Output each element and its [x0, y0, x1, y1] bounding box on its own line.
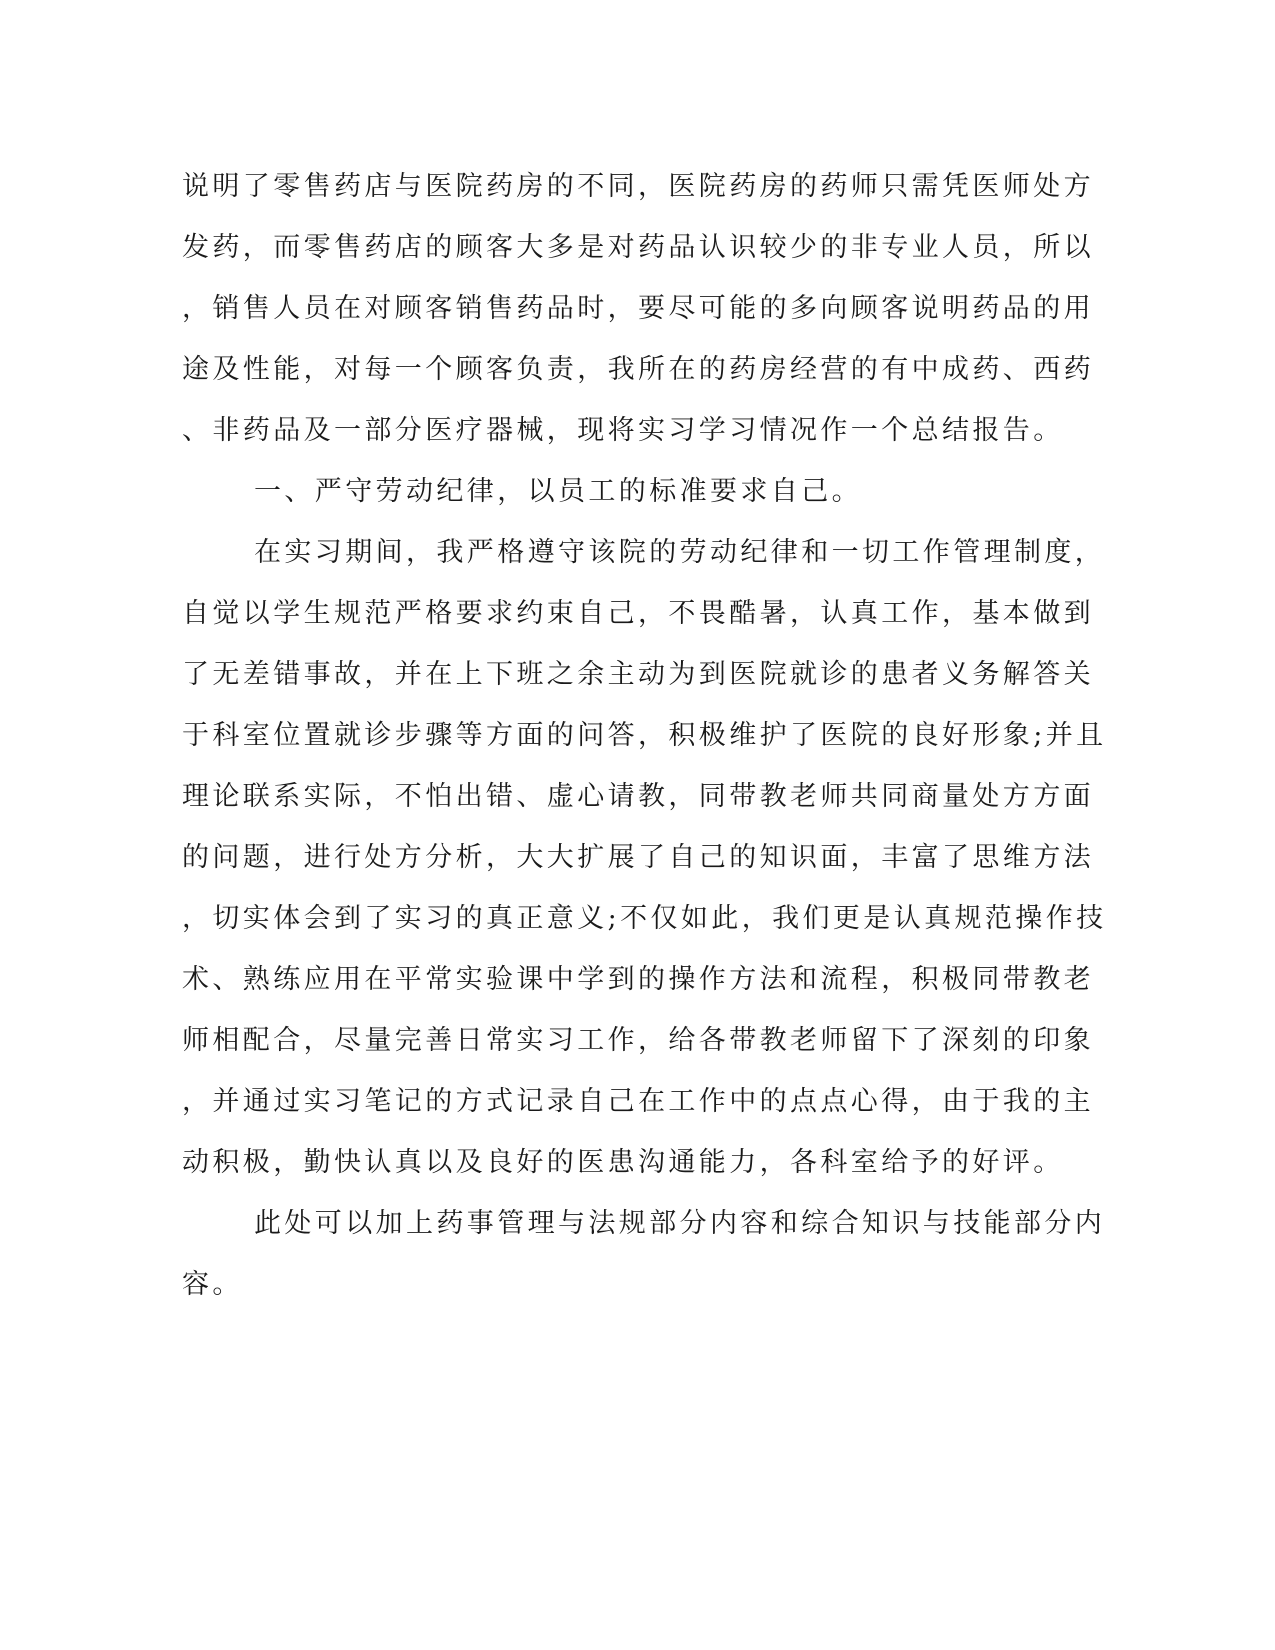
- text-line: 、非药品及一部分医疗器械，现将实习学习情况作一个总结报告。: [182, 415, 1064, 446]
- text-line: 理论联系实际，不怕出错、虚心请教，同带教老师共同商量处方方面: [182, 781, 1094, 812]
- text-line: 自觉以学生规范严格要求约束自己，不畏酷暑，认真工作，基本做到: [182, 598, 1094, 629]
- text-line: 于科室位置就诊步骤等方面的问答，积极维护了医院的良好形象;并且: [182, 720, 1107, 751]
- text-line: 的问题，进行处方分析，大大扩展了自己的知识面，丰富了思维方法: [182, 842, 1094, 873]
- text-line: 术、熟练应用在平常实验课中学到的操作方法和流程，积极同带教老: [182, 964, 1094, 995]
- text-line: 说明了零售药店与医院药房的不同，医院药房的药师只需凭医师处方: [182, 171, 1094, 202]
- document-body: [182, 156, 1107, 1315]
- text-line: 发药，而零售药店的顾客大多是对药品认识较少的非专业人员，所以: [182, 232, 1094, 263]
- text-line: ，并通过实习笔记的方式记录自己在工作中的点点心得，由于我的主: [182, 1086, 1094, 1117]
- text-line: 动积极，勤快认真以及良好的医患沟通能力，各科室给予的好评。: [182, 1147, 1064, 1178]
- text-line: 途及性能，对每一个顾客负责，我所在的药房经营的有中成药、西药: [182, 354, 1094, 385]
- text-line: 容。: [182, 1269, 243, 1300]
- text-line: 一、严守劳动纪律，以员工的标准要求自己。: [254, 476, 862, 507]
- text-line: 师相配合，尽量完善日常实习工作，给各带教老师留下了深刻的印象: [182, 1025, 1094, 1056]
- text-line: ，切实体会到了实习的真正意义;不仅如此，我们更是认真规范操作技: [182, 903, 1107, 934]
- text-line: 在实习期间，我严格遵守该院的劳动纪律和一切工作管理制度，: [254, 537, 1106, 568]
- text-line: 此处可以加上药事管理与法规部分内容和综合知识与技能部分内: [254, 1208, 1106, 1239]
- text-line: ，销售人员在对顾客销售药品时，要尽可能的多向顾客说明药品的用: [182, 293, 1094, 324]
- text-line: 了无差错事故，并在上下班之余主动为到医院就诊的患者义务解答关: [182, 659, 1094, 690]
